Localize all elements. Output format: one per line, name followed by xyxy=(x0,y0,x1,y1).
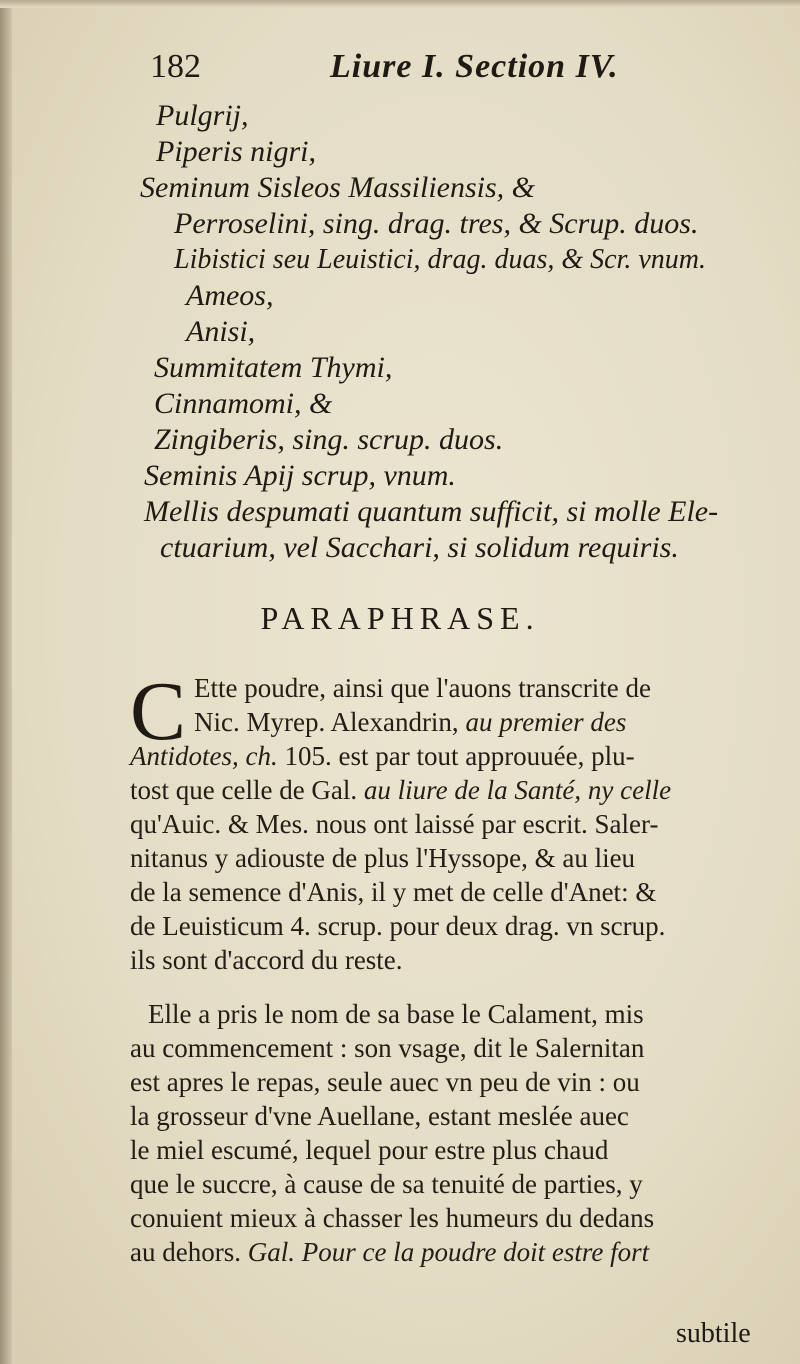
recipe-line: Cinnamomi, & xyxy=(154,387,333,420)
text-line xyxy=(130,1202,654,1234)
text-line xyxy=(130,1100,629,1132)
text-segment: ils sont d'accord du reste. xyxy=(130,945,403,975)
text-segment: que le succre, à cause de sa tenuité de parties, y xyxy=(130,1169,643,1199)
text-line xyxy=(130,944,403,976)
text-line xyxy=(130,910,665,942)
page-gutter-shadow xyxy=(0,0,12,1364)
text-segment: de Leuisticum 4. scrup. pour deux drag. vn scrup. xyxy=(130,911,666,941)
text-segment: est apres le repas, seule auec vn peu de vin : ou xyxy=(130,1067,640,1097)
running-title: Liure I. Section IV. xyxy=(330,48,619,85)
page-header xyxy=(150,48,710,98)
text-line xyxy=(194,706,626,738)
text-line xyxy=(130,1066,640,1098)
text-segment: Nic. Myrep. Alexandrin, xyxy=(194,707,466,737)
text-segment: Ette poudre, ainsi que l'auons transcrite de xyxy=(194,673,651,703)
paraphrase-heading: PARAPHRASE. xyxy=(260,600,540,636)
recipe-line: Anisi, xyxy=(186,315,256,348)
text-line xyxy=(130,1032,644,1064)
text-segment: au commencement : son vsage, dit le Salernitan xyxy=(130,1033,645,1063)
text-line xyxy=(130,808,658,840)
text-segment: le miel escumé, lequel pour estre plus chaud xyxy=(130,1135,609,1165)
recipe-line: Summitatem Thymi, xyxy=(154,351,393,384)
text-line xyxy=(130,1236,649,1268)
text-segment-italic: Gal. Pour ce la poudre doit estre fort xyxy=(247,1237,650,1267)
recipe-line: Mellis despumati quantum sufficit, si molle Ele- xyxy=(144,495,719,528)
text-segment: conuient mieux à chasser les humeurs du dedans xyxy=(130,1203,655,1233)
text-line xyxy=(194,672,651,704)
text-segment: tost que celle de Gal. xyxy=(130,775,364,805)
recipe-line: Perroselini, sing. drag. tres, & Scrup. duos. xyxy=(174,207,699,240)
recipe-line: Piperis nigri, xyxy=(156,135,317,168)
page-top-edge xyxy=(0,0,800,8)
drop-cap: C xyxy=(130,665,187,758)
text-line xyxy=(130,842,635,874)
recipe-line: Libistici seu Leuistici, drag. duas, & Scr. vnum. xyxy=(174,244,706,275)
text-segment: au dehors. xyxy=(130,1237,248,1267)
text-segment-italic: Antidotes, ch. xyxy=(130,741,285,771)
text-line xyxy=(130,1134,608,1166)
text-line xyxy=(130,740,635,772)
text-segment: qu'Auic. & Mes. nous ont laissé par escrit. Saler- xyxy=(130,809,659,839)
page-number: 182 xyxy=(150,48,201,85)
recipe-line: Zingiberis, sing. scrup. duos. xyxy=(154,423,504,456)
text-segment-italic: au liure de la Santé, ny celle xyxy=(363,775,672,805)
text-line xyxy=(130,876,656,908)
text-segment: 105. est par tout approuuée, plu- xyxy=(284,741,635,771)
text-segment: nitanus y adiouste de plus l'Hyssope, & au lieu xyxy=(130,843,636,873)
text-segment: de la semence d'Anis, il y met de celle d'Anet: & xyxy=(130,877,657,907)
recipe-line: Ameos, xyxy=(186,279,274,312)
text-line xyxy=(148,998,644,1030)
text-segment: Elle a pris le nom de sa base le Calament, mis xyxy=(148,999,644,1029)
recipe-line: Pulgrij, xyxy=(156,99,249,132)
recipe-line: Seminum Sisleos Massiliensis, & xyxy=(140,171,535,204)
text-line xyxy=(130,774,671,806)
text-segment-italic: au premier des xyxy=(465,707,627,737)
recipe-line: Seminis Apij scrup, vnum. xyxy=(144,459,456,492)
text-segment: la grosseur d'vne Auellane, estant meslée auec xyxy=(130,1101,629,1131)
catchword: subtile xyxy=(676,1318,751,1349)
recipe-line: ctuarium, vel Sacchari, si solidum requiris. xyxy=(160,531,679,564)
text-line xyxy=(130,1168,643,1200)
